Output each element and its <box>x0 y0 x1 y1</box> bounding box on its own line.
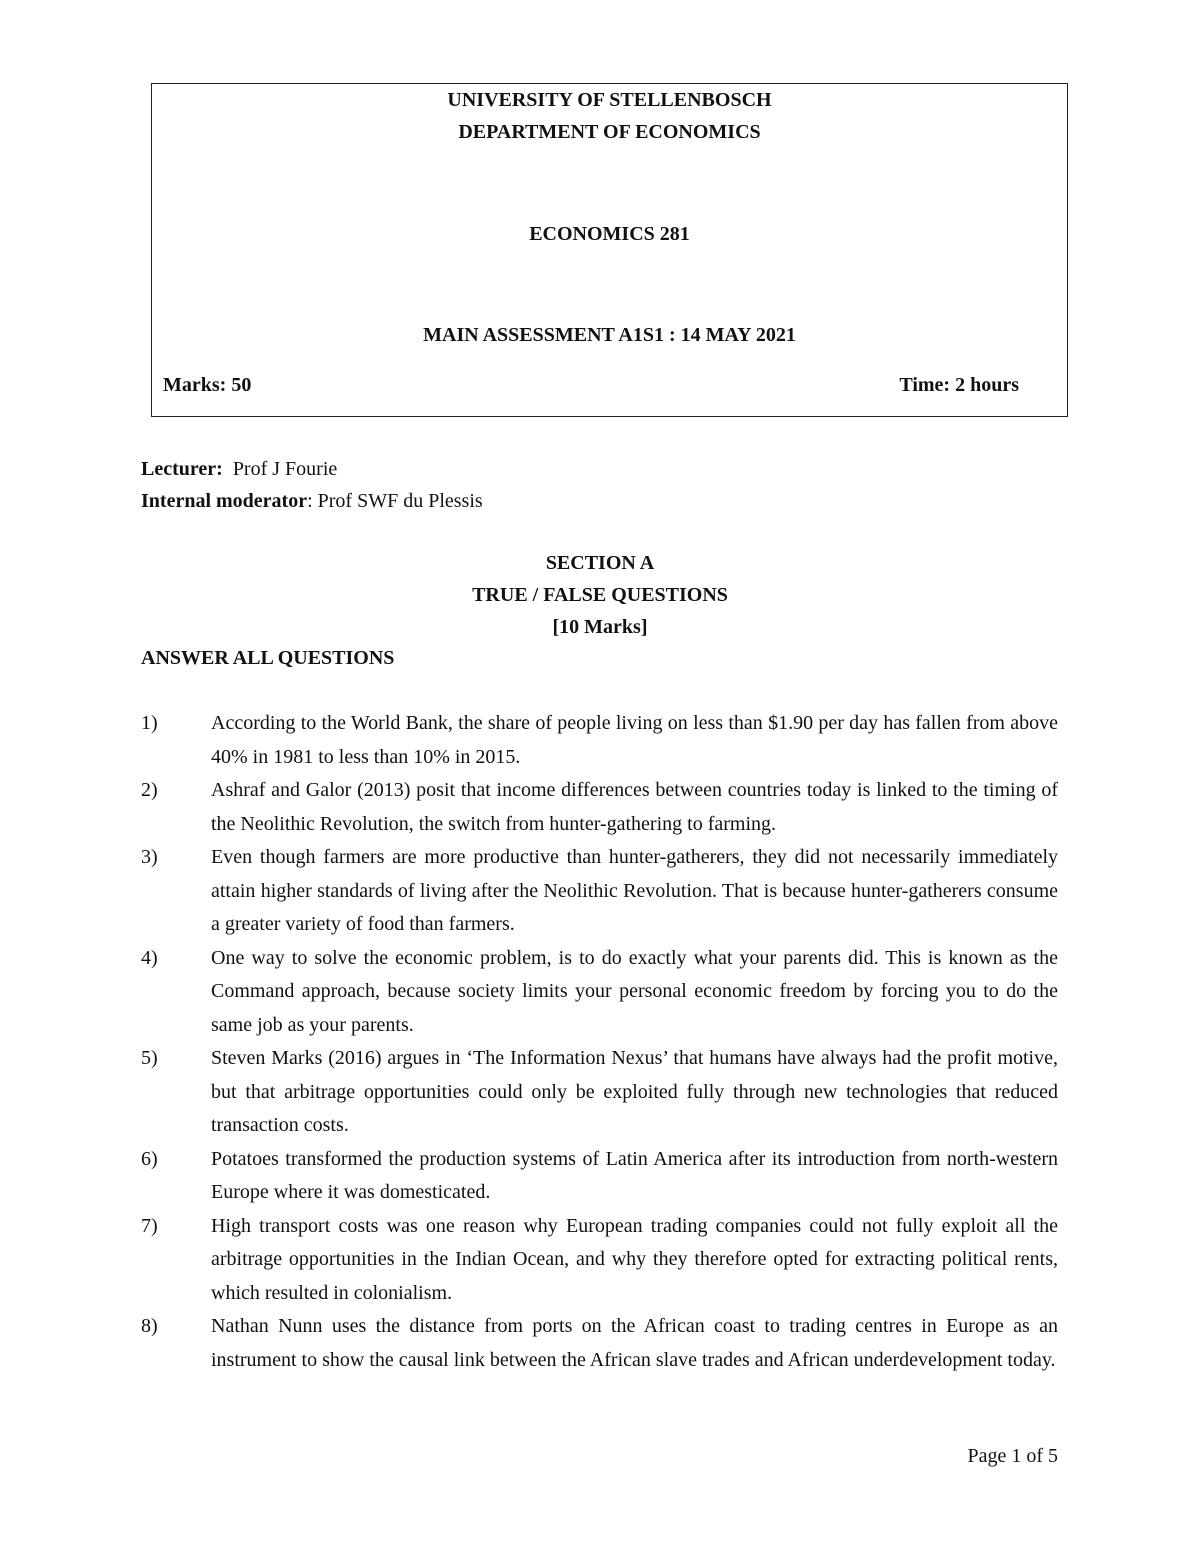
question-item <box>141 1210 1058 1311</box>
lecturer-label: Lecturer: <box>141 458 223 480</box>
lecturer-name: Prof J Fourie <box>232 458 338 480</box>
question-number: 8) <box>141 1315 158 1337</box>
question-text: Nathan Nunn uses the distance from ports on the African coast to trading centres in Europe as an instrument to show the causal link between the African slave trades and African underdevelopment today. <box>211 1315 1058 1371</box>
question-number: 6) <box>141 1147 158 1170</box>
question-text: Ashraf and Galor (2013) posit that income differences between countries today is linked to the timing of the Neolithic Revolution, the switch from hunter-gathering to farming. <box>211 779 1058 835</box>
moderator-line <box>141 489 483 513</box>
question-list <box>141 707 1058 1377</box>
question-item <box>141 1042 1058 1143</box>
course-name: ECONOMICS 281 <box>529 223 690 245</box>
question-text: Even though farmers are more productive than hunter-gatherers, they did not necessarily immediately attain higher standards of living after the Neolithic Revolution. That is because hunter-gatherers consume a greater variety of food than farmers. <box>211 846 1058 935</box>
question-item <box>141 1310 1058 1377</box>
moderator-name: : Prof SWF du Plessis <box>307 490 483 512</box>
section-instruction: ANSWER ALL QUESTIONS <box>141 647 395 669</box>
question-number: 1) <box>141 712 158 734</box>
section-marks: [10 Marks] <box>552 616 648 638</box>
section-subtitle: TRUE / FALSE QUESTIONS <box>472 584 728 606</box>
section-title: SECTION A <box>545 552 655 574</box>
question-number: 2) <box>141 779 158 801</box>
assessment-title: MAIN ASSESSMENT A1S1 : 14 MAY 2021 <box>423 324 796 346</box>
question-item <box>141 774 1058 841</box>
question-item <box>141 707 1058 774</box>
question-text: One way to solve the economic problem, is to do exactly what your parents did. This is known as the Command approach, because society limits your personal economic freedom by forcing you to do the same job as your parents. <box>211 946 1058 1036</box>
question-text: According to the World Bank, the share of people living on less than $1.90 per day has fallen from above 40% in 1981 to less than 10% in 2015. <box>211 712 1058 768</box>
page-number: Page 1 of 5 <box>967 1445 1058 1467</box>
question-text: Potatoes transformed the production systems of Latin America after its introduction from north-western Europe where it was domesticated. <box>211 1147 1058 1203</box>
question-text: High transport costs was one reason why European trading companies could not fully exploit all the arbitrage opportunities in the Indian Ocean, and why they therefore opted for extracting political rents, which resulted in colonialism. <box>211 1214 1058 1304</box>
title-box <box>151 83 1068 417</box>
question-number: 3) <box>141 846 158 868</box>
lecturer-line <box>141 457 337 481</box>
question-number: 4) <box>141 946 158 969</box>
question-item <box>141 841 1058 942</box>
question-text: Steven Marks (2016) argues in ‘The Information Nexus’ that humans have always had the profit motive, but that arbitrage opportunities could only be exploited fully through new technologies that reduced transaction costs. <box>211 1047 1058 1136</box>
moderator-label: Internal moderator <box>141 490 308 512</box>
question-number: 5) <box>141 1047 158 1069</box>
question-item <box>141 942 1058 1043</box>
university-name: UNIVERSITY OF STELLENBOSCH <box>447 89 772 111</box>
total-marks: Marks: 50 <box>163 374 252 396</box>
department-name: DEPARTMENT OF ECONOMICS <box>458 121 761 143</box>
question-number: 7) <box>141 1214 158 1237</box>
question-item <box>141 1143 1058 1210</box>
time-allowed: Time: 2 hours <box>899 374 1019 396</box>
